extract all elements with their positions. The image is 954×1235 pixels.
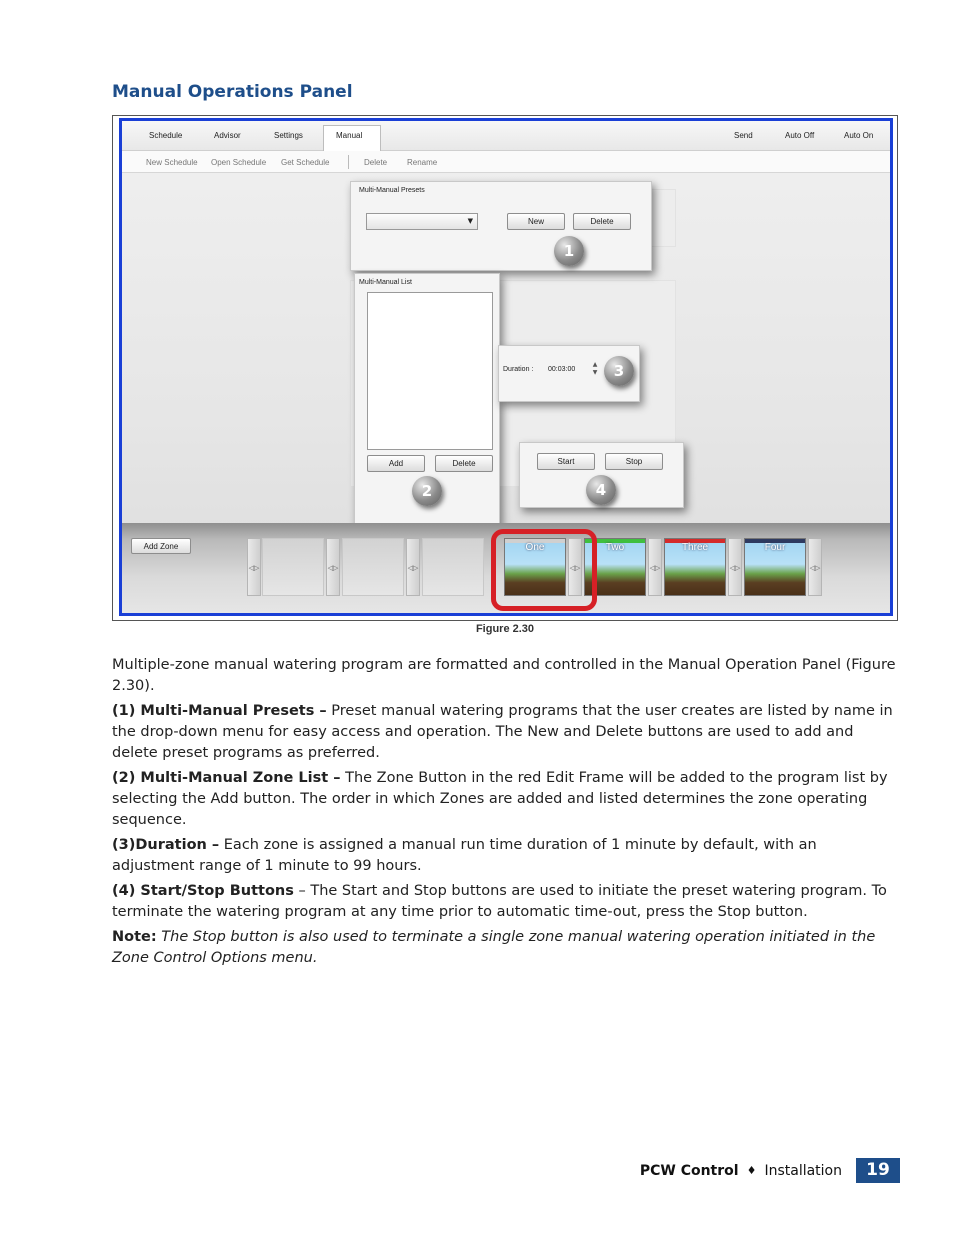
section-title: Manual Operations Panel — [112, 82, 353, 102]
presets-panel — [350, 181, 652, 271]
item-text: Preset manual watering programs that the user creates are listed by name in the drop-down menu for easy access and operation. The New and Delete buttons are used to add and delete preset programs as preferred. — [112, 703, 893, 761]
figure-caption: Figure 2.30 — [475, 623, 535, 635]
zone-button-three[interactable] — [664, 538, 726, 596]
callout-1: 1 — [554, 236, 584, 266]
note-heading: Note: — [112, 929, 157, 945]
callout-4: 4 — [586, 475, 616, 505]
sub-toolbar — [122, 151, 890, 173]
duration-spinner[interactable]: ▲ ▼ — [592, 361, 598, 376]
auto-on-button[interactable]: Auto On — [844, 131, 874, 140]
callout-3: 3 — [604, 356, 634, 386]
delete-from-list-button[interactable]: Delete — [435, 455, 493, 472]
page-number: 19 — [856, 1158, 900, 1183]
item-text: – The Start and Stop buttons are used to initiate the preset watering program. To terminate the watering program at any time prior to automatic time-out, press the Stop button. — [112, 883, 887, 920]
intro-paragraph: Multiple-zone manual watering program are formatted and controlled in the Manual Operation Panel (Figure 2.30). — [112, 657, 896, 694]
callout-2: 2 — [412, 476, 442, 506]
empty-zone-slot — [342, 538, 404, 596]
new-schedule-link[interactable]: New Schedule — [146, 158, 198, 167]
item-text: The Zone Button in the red Edit Frame will be added to the program list by selecting the Add button. The order in which Zones are added and listed determines the zone operating sequence. — [112, 770, 888, 828]
zone-slot-arrow[interactable]: ◁▷ — [406, 538, 420, 596]
chevron-down-icon: ▼ — [467, 217, 473, 225]
figure-screenshot — [112, 115, 898, 621]
empty-zone-slot — [422, 538, 484, 596]
add-zone-to-list-button[interactable]: Add — [367, 455, 425, 472]
note-text: The Stop button is also used to terminate a single zone manual watering operation initiated in the Zone Control Options menu. — [112, 929, 876, 966]
start-stop-paragraph: (4) Start/Stop Buttons – The Start and Stop buttons are used to initiate the preset watering program. To terminate the watering program at any time prior to automatic time-out, press the Stop button. — [112, 883, 887, 920]
menu-bar — [122, 121, 890, 151]
tab-settings[interactable]: Settings — [274, 131, 303, 140]
zone-list-paragraph: (2) Multi-Manual Zone List – The Zone Button in the red Edit Frame will be added to the program list by selecting the Add button. The order in which Zones are added and listed determines the zone operating sequence. — [112, 770, 888, 828]
auto-off-button[interactable]: Auto Off — [785, 131, 815, 140]
tab-manual[interactable]: Manual — [336, 131, 363, 140]
item-number: 2 — [118, 770, 129, 786]
red-edit-frame — [491, 529, 597, 611]
empty-zone-slot — [262, 538, 324, 596]
item-text: Each zone is assigned a manual run time duration of 1 minute by default, with an adjustment range of 1 minute to 99 hours. — [112, 837, 817, 874]
open-schedule-link[interactable]: Open Schedule — [211, 158, 267, 167]
presets-label: Multi-Manual Presets — [359, 187, 425, 194]
add-zone-button[interactable]: Add Zone — [131, 538, 191, 554]
zone-arrow-one[interactable]: ◁▷ — [568, 538, 582, 596]
zone-label: Three — [681, 542, 709, 553]
footer-section: Installation — [764, 1162, 842, 1179]
body-text — [112, 655, 902, 973]
footer-brand: PCW Control — [639, 1162, 739, 1179]
stop-button[interactable]: Stop — [605, 453, 663, 470]
zone-list[interactable] — [367, 292, 493, 450]
duration-value[interactable]: 00:03:00 — [548, 366, 576, 373]
toolbar-divider — [348, 155, 349, 169]
delete-preset-button[interactable]: Delete — [573, 213, 631, 230]
note-paragraph — [112, 927, 902, 969]
duration-label: Duration : — [503, 366, 534, 373]
item-heading: Multi-Manual Presets – — [140, 703, 327, 719]
zone-arrow-three[interactable]: ◁▷ — [728, 538, 742, 596]
zone-slot-arrow[interactable]: ◁▷ — [326, 538, 340, 596]
item-number: 3 — [118, 837, 129, 853]
start-button[interactable]: Start — [537, 453, 595, 470]
duration-panel — [498, 345, 640, 402]
tab-schedule[interactable]: Schedule — [149, 131, 183, 140]
zone-slot-arrow[interactable]: ◁▷ — [247, 538, 261, 596]
item-number: 4 — [118, 883, 129, 899]
presets-paragraph: (1) Multi-Manual Presets – Preset manual watering programs that the user creates are listed by name in the drop-down menu for easy access and operation. The New and Delete buttons are used to add and delete preset programs as preferred. — [112, 703, 893, 761]
item-number: 1 — [118, 703, 129, 719]
water-drop-icon: ♦ — [746, 1164, 757, 1177]
item-heading: Duration – — [135, 837, 220, 853]
get-schedule-link[interactable]: Get Schedule — [281, 158, 330, 167]
rename-link[interactable]: Rename — [407, 158, 438, 167]
zone-label: Four — [764, 542, 786, 553]
send-button[interactable]: Send — [734, 131, 753, 140]
zone-arrow-four[interactable]: ◁▷ — [808, 538, 822, 596]
manual-operations-panel — [119, 118, 893, 616]
page-footer — [640, 1158, 900, 1183]
duration-paragraph: (3)Duration – Each zone is assigned a manual run time duration of 1 minute by default, with an adjustment range of 1 minute to 99 hours. — [112, 837, 817, 874]
zone-label: One — [525, 542, 545, 553]
zone-label: Two — [605, 542, 625, 553]
zone-button-four[interactable] — [744, 538, 806, 596]
list-label: Multi-Manual List — [359, 279, 412, 286]
item-heading: Multi-Manual Zone List – — [140, 770, 341, 786]
start-stop-panel — [519, 442, 684, 508]
presets-dropdown[interactable] — [366, 213, 478, 230]
tab-advisor[interactable]: Advisor — [214, 131, 241, 140]
item-heading: Start/Stop Buttons — [140, 883, 294, 899]
delete-link[interactable]: Delete — [364, 158, 388, 167]
new-preset-button[interactable]: New — [507, 213, 565, 230]
zone-arrow-two[interactable]: ◁▷ — [648, 538, 662, 596]
